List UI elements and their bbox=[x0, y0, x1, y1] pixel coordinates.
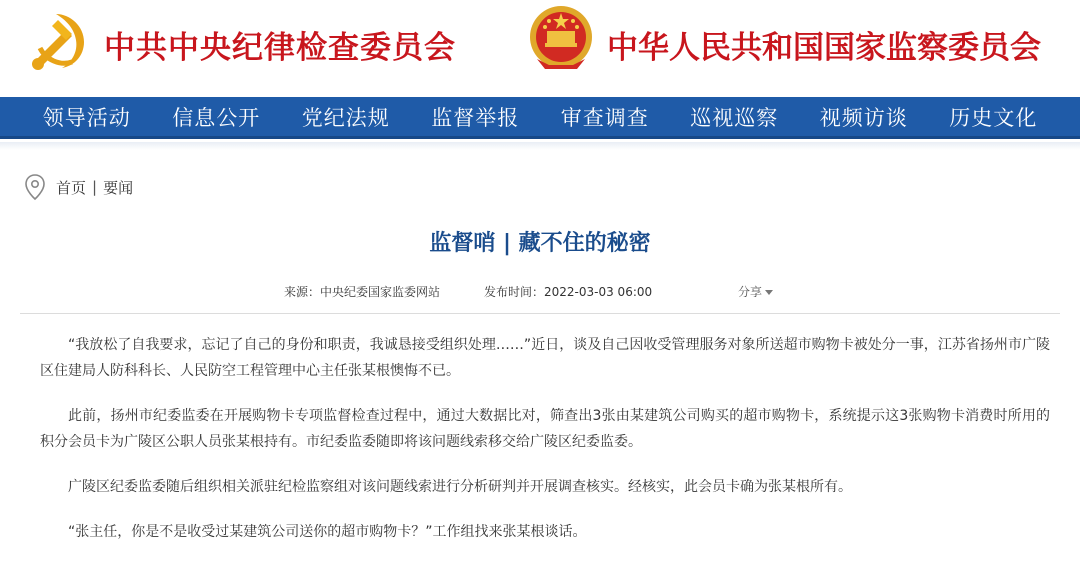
article-paragraph: “我放松了自我要求，忘记了自己的身份和职责，我诚恳接受组织处理……”近日，谈及自己因收受管理服务对象所送超市购物卡被处分一事，江苏省扬州市广陵区住建局人防科科长、人民防空工程管理中心主任张某根懊悔不已。 bbox=[40, 337, 1050, 379]
party-emblem-icon bbox=[26, 8, 92, 74]
article-paragraph: “张主任，你是不是收受过某建筑公司送你的超市购物卡？”工作组找来张某根谈话。 bbox=[68, 524, 587, 540]
nsc-title[interactable]: 中华人民共和国国家监察委员会 bbox=[607, 30, 1041, 66]
breadcrumb-separator: | bbox=[92, 178, 98, 196]
nav-item-video-interview[interactable]: 视频访谈 bbox=[819, 105, 908, 130]
national-emblem-icon bbox=[527, 3, 595, 73]
main-nav bbox=[0, 97, 1080, 139]
nav-item-inspection[interactable]: 巡视巡察 bbox=[690, 105, 779, 130]
chevron-down-icon bbox=[765, 290, 773, 295]
site-header bbox=[0, 0, 1080, 97]
nav-item-regulations[interactable]: 党纪法规 bbox=[301, 105, 390, 130]
share-label: 分享 bbox=[738, 285, 763, 299]
ccdi-title[interactable]: 中共中央纪律检查委员会 bbox=[104, 30, 456, 66]
breadcrumb-section[interactable]: 要闻 bbox=[103, 178, 134, 197]
article-paragraph: 广陵区纪委监委随后组织相关派驻纪检监察组对该问题线索进行分析研判并开展调查核实。经核实，此会员卡确为张某根所有。 bbox=[68, 479, 852, 495]
article-meta bbox=[0, 283, 1080, 301]
meta-divider bbox=[20, 313, 1060, 314]
nav-item-leadership[interactable]: 领导活动 bbox=[42, 105, 131, 130]
nav-item-supervision-report[interactable]: 监督举报 bbox=[431, 105, 520, 130]
location-pin-icon bbox=[24, 173, 46, 201]
article-publish-time: 发布时间：2022-03-03 06:00 bbox=[484, 285, 653, 299]
breadcrumb-home[interactable]: 首页 bbox=[56, 178, 87, 197]
article-body bbox=[40, 332, 1050, 564]
breadcrumb bbox=[24, 173, 133, 201]
nav-item-history[interactable]: 历史文化 bbox=[949, 105, 1038, 130]
article-paragraph: 此前，扬州市纪委监委在开展购物卡专项监督检查过程中，通过大数据比对，筛查出3张由某建筑公司购买的超市购物卡，系统提示这3张购物卡消费时所用的积分会员卡为广陵区公职人员张某根持有。市纪委监委随即将该问题线索移交给广陵区纪委监委。 bbox=[40, 408, 1050, 450]
nav-shadow bbox=[0, 142, 1080, 150]
article-source: 来源：中央纪委国家监委网站 bbox=[284, 285, 441, 299]
nav-item-investigation[interactable]: 审查调查 bbox=[560, 105, 649, 130]
share-button[interactable] bbox=[738, 283, 773, 300]
article-title: 监督哨 | 藏不住的秘密 bbox=[429, 231, 651, 256]
nav-item-info-disclosure[interactable]: 信息公开 bbox=[172, 105, 261, 130]
